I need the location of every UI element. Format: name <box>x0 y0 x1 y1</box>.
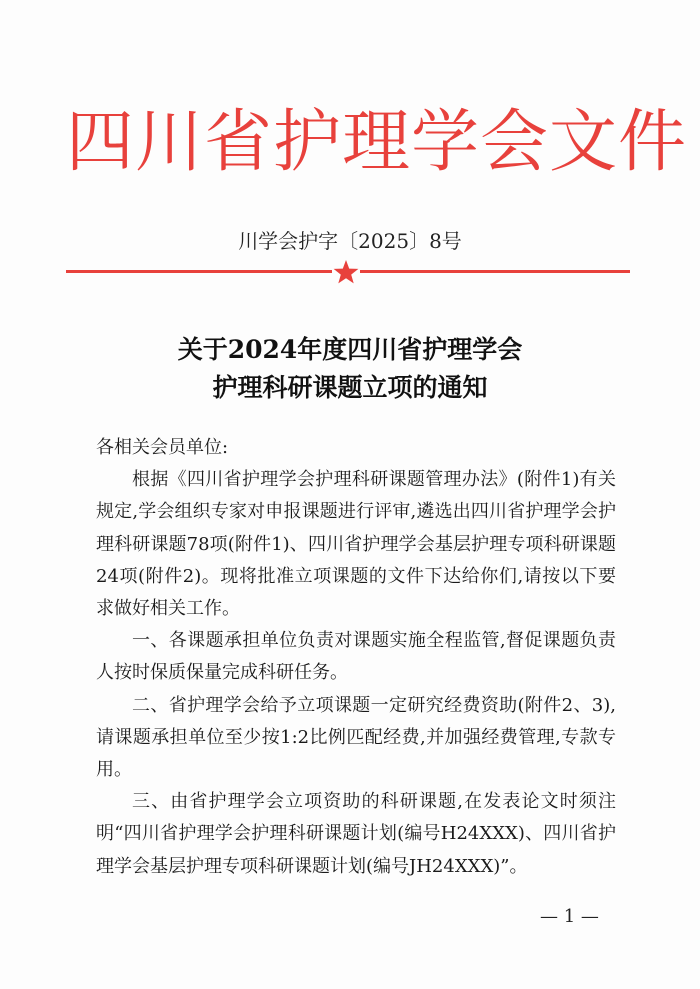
document-header-title: 四川省护理学会文件 <box>66 103 688 182</box>
notice-body <box>96 432 616 883</box>
paragraph-item-1: 一、各课题承担单位负责对课题实施全程监管,督促课题负责人按时保质保量完成科研任务。 <box>96 630 616 684</box>
paragraph-item-2: 二、省护理学会给予立项课题一定研究经费资助(附件2、3),请课题承担单位至少按1:2比例匹配经费,并加强经费管理,专款专用。 <box>96 694 616 781</box>
paragraph-intro: 根据《四川省护理学会护理科研课题管理办法》(附件1)有关规定,学会组织专家对申报课题进行评审,遴选出四川省护理学会护理科研课题78项(附件1)、四川省护理学会基层护理专项科研课题24项(附件2)。现将批准立项课题的文件下达给你们,请按以下要求做好相关工作。 <box>96 469 616 620</box>
red-divider-left <box>66 270 332 273</box>
page-number: — 1 — <box>540 906 599 927</box>
notice-title-line-1: 关于2024年度四川省护理学会 <box>177 335 523 364</box>
paragraph-item-3: 三、由省护理学会立项资助的科研课题,在发表论文时须注明“四川省护理学会护理科研课题计划(编号H24XXX)、四川省护理学会基层护理专项科研课题计划(编号JH24XXX)”。 <box>96 791 616 877</box>
document-number: 川学会护字〔2025〕8号 <box>238 229 462 253</box>
notice-title-line-2: 护理科研课题立项的通知 <box>212 373 488 402</box>
red-divider-right <box>360 270 630 273</box>
salutation: 各相关会员单位: <box>96 437 229 458</box>
star-icon <box>333 259 359 285</box>
